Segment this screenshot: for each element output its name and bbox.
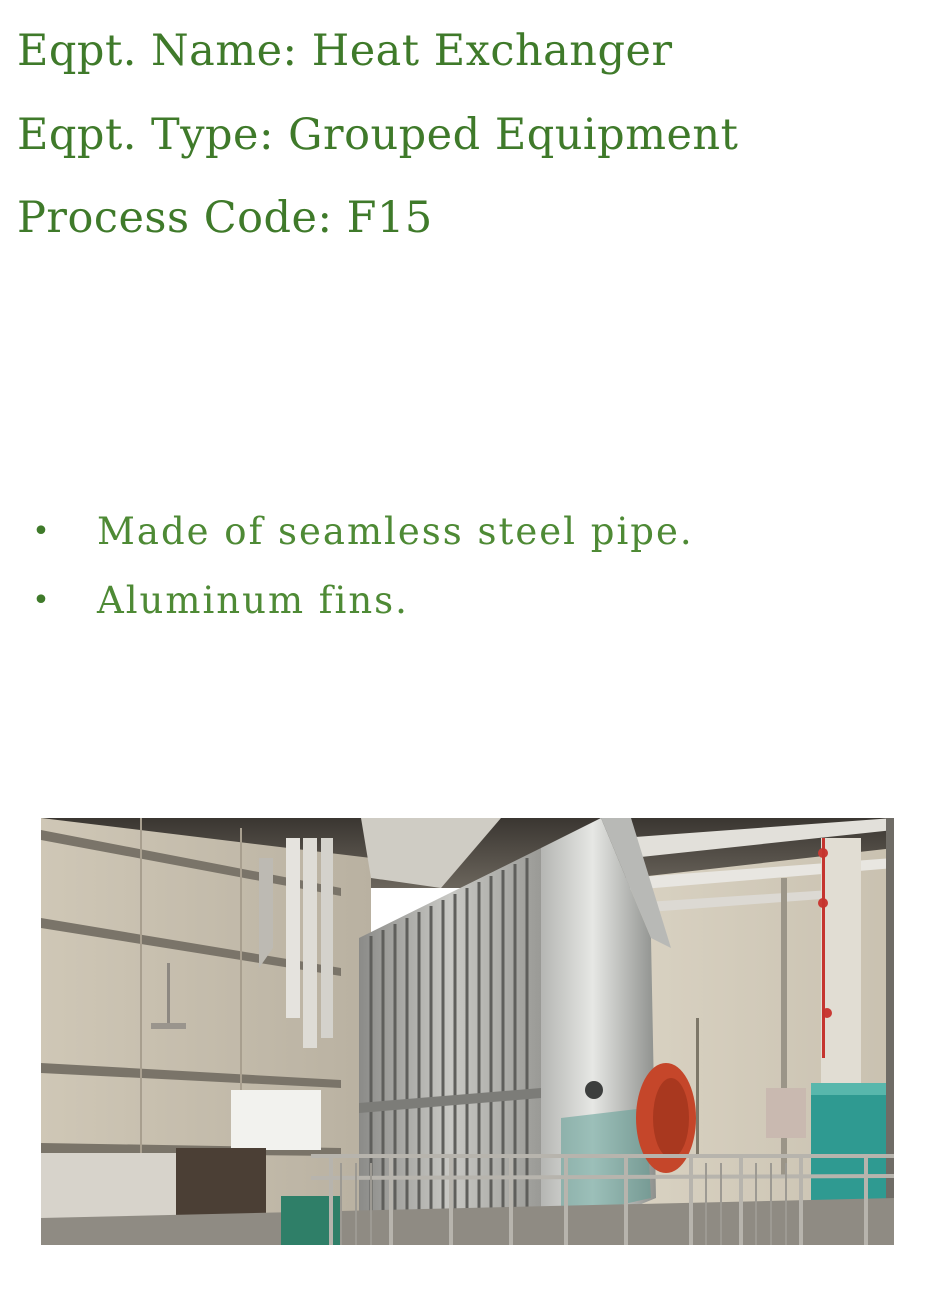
bullet-icon: • [32,583,52,618]
feature-list [30,505,694,643]
heat-exchanger-photo [41,818,894,1245]
feature-text: Made of seamless steel pipe. [97,510,694,553]
equipment-type: Eqpt. Type: Grouped Equipment [17,110,739,160]
feature-item [30,574,409,643]
equipment-name: Eqpt. Name: Heat Exchanger [17,26,673,76]
bullet-icon: • [32,514,52,549]
process-code: Process Code: F15 [17,193,433,243]
feature-item [30,505,694,574]
feature-text: Aluminum fins. [97,579,409,622]
